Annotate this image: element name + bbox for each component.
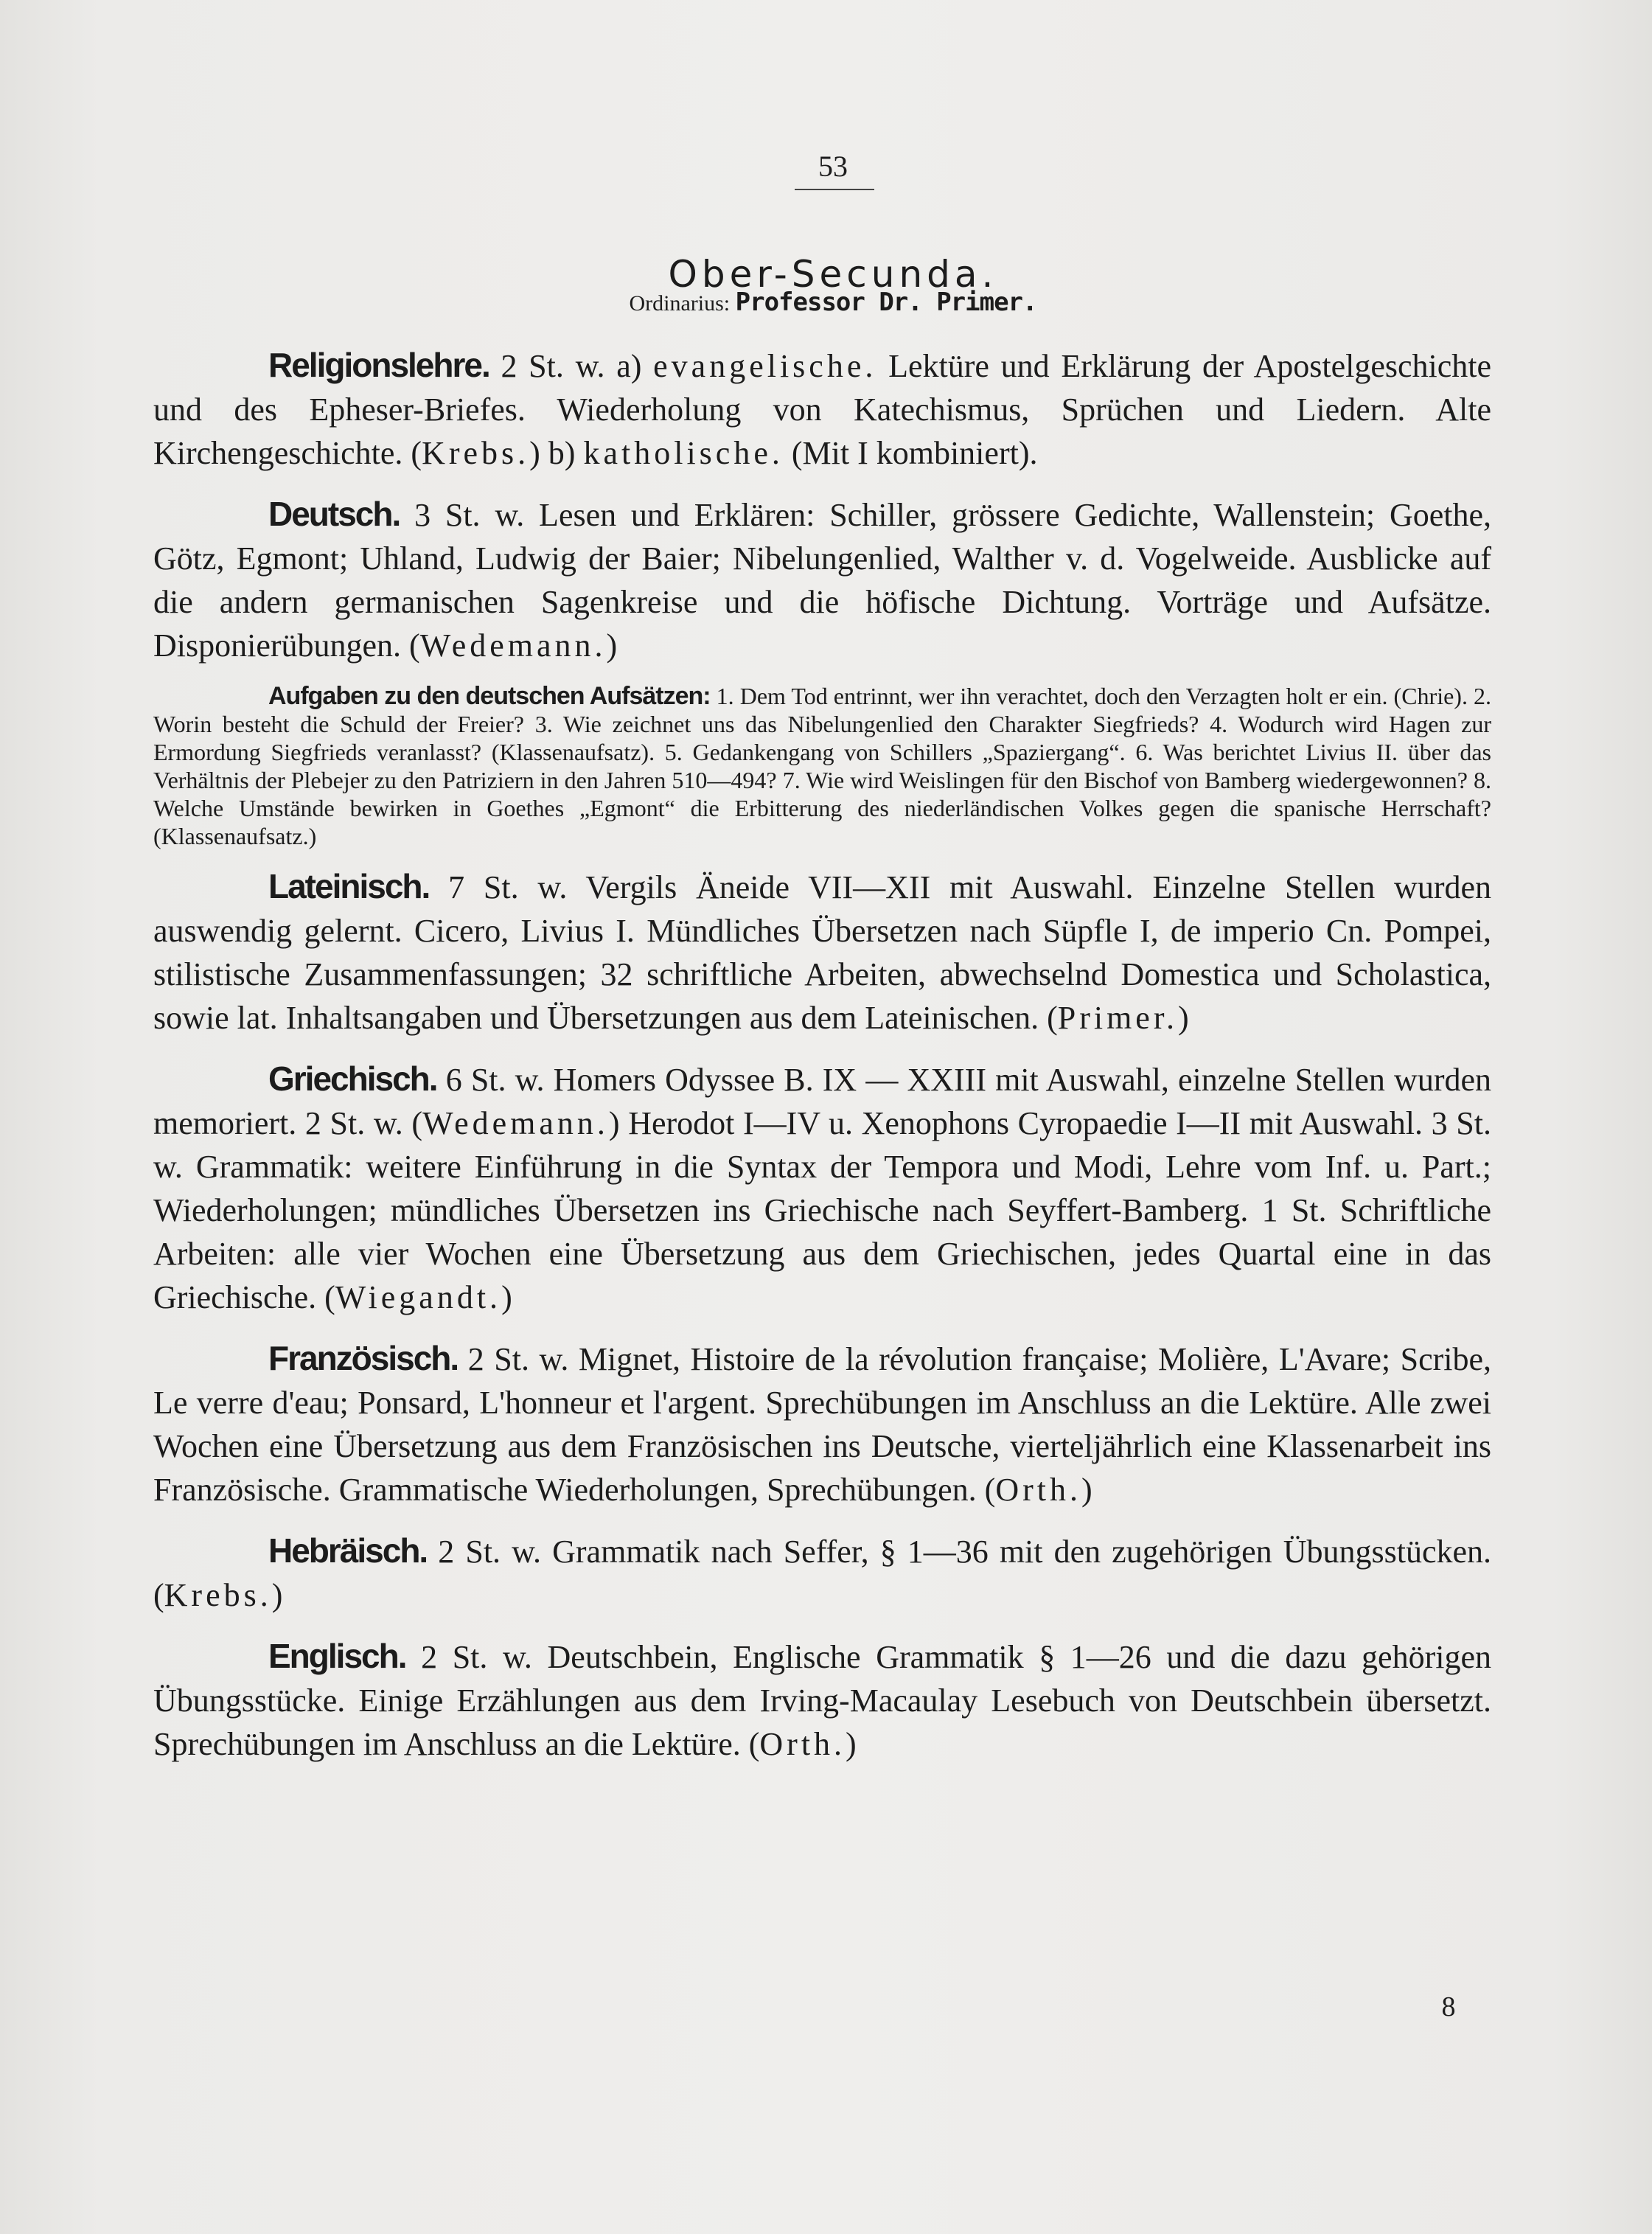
subject-label: Deutsch.	[268, 495, 400, 533]
subject-label: Lateinisch.	[268, 867, 430, 905]
subject-label: Griechisch.	[268, 1059, 437, 1098]
teacher-name: Wedemann.	[419, 627, 607, 664]
subject-text: 2 St. w. a)	[501, 348, 654, 384]
subject-franzoesisch	[153, 1337, 1491, 1511]
ordinarius-line	[516, 286, 1150, 320]
page-number: 53	[818, 150, 848, 183]
subject-label: Religionslehre.	[268, 346, 489, 384]
teacher-name: Orth.	[759, 1726, 846, 1762]
teacher-name: Wedemann.	[422, 1105, 609, 1141]
teacher-name: Primer.	[1057, 1000, 1179, 1036]
subject-text: )	[1081, 1472, 1092, 1508]
subject-deutsch	[153, 493, 1491, 667]
subject-text: 2 St. w. Deutschbein, Englische Grammatik § 1—26 und die dazu gehörigen Übungsstücke. Einige Erzählungen aus dem Irving-Macaulay Lesebuch von Deutschbein übersetzt. Sprechübungen im Anschluss an die Lektüre. (	[153, 1639, 1491, 1762]
subject-text: Lektüre und Erklärung der Apostelgeschichte und des Epheser-Briefes. Wiederholung von Katechismus, Sprüchen und Liedern. Alte Kirchengeschichte. (	[153, 348, 1492, 471]
teacher-name: Wiegandt.	[335, 1279, 502, 1315]
subject-text: )	[846, 1726, 857, 1762]
subject-text: 2 St. w. Grammatik nach Seffer, § 1—36 mit den zugehörigen Übungsstücken. (	[153, 1534, 1492, 1613]
subject-griechisch	[153, 1057, 1491, 1319]
ordinarius-label: Ordinarius:	[629, 291, 731, 316]
subject-label: Englisch.	[268, 1637, 406, 1675]
subject-religionslehre	[153, 344, 1491, 475]
subject-text: 7 St. w. Vergils Äneide VII—XII mit Auswahl. Einzelne Stellen wurden auswendig gelernt. Cicero, Livius I. Mündliches Übersetzen nach Süpfle I, de imperio Cn. Pompei, stilistische Zusammenfassungen; 32 schriftliche Arbeiten, abwechselnd Domestica und Scholastica, sowie lat. Inhaltsangaben und Übersetzungen aus dem Lateinischen. (	[153, 869, 1491, 1036]
subject-label: Hebräisch.	[268, 1531, 428, 1570]
ordinarius-name: Professor Dr. Primer.	[735, 288, 1037, 317]
subject-lateinisch	[153, 865, 1491, 1040]
subject-text: ) b)	[529, 435, 584, 471]
subject-text: )	[501, 1279, 512, 1315]
essay-topics-label: Aufgaben zu den deutschen Aufsätzen:	[268, 682, 711, 710]
subject-text: 3 St. w. Lesen und Erklären: Schiller, grössere Gedichte, Wallenstein; Goethe, Götz, Egmont; Uhland, Ludwig der Baier; Nibelungenlied, Walther v. d. Vogelweide. Ausblicke auf die andern germanischen Sagenkreise und die höfische Dichtung. Vorträge und Aufsätze. Disponierübungen. (	[153, 497, 1491, 664]
subject-text: ) Herodot I—IV u. Xenophons Cyropaedie I—II mit Auswahl. 3 St. w. Grammatik: weitere Einführung in die Syntax der Tempora und Modi, Lehre vom Inf. u. Part.; Wiederholungen; mündliches Übersetzen ins Griechische nach Seyffert-Bamberg. 1 St. Schriftliche Arbeiten: alle vier Wochen eine Übersetzung aus dem Griechischen, jedes Quartal eine in das Griechische. (	[153, 1105, 1492, 1315]
subject-text: )	[271, 1577, 283, 1613]
subject-hebraeisch	[153, 1529, 1491, 1617]
spaced-text: katholische.	[583, 435, 784, 471]
subject-englisch	[153, 1635, 1491, 1766]
subject-text: (Mit I kombiniert).	[783, 435, 1038, 471]
essay-topics	[153, 682, 1491, 850]
spaced-text: evangelische.	[653, 348, 877, 384]
subject-text: )	[606, 627, 618, 664]
curriculum-body	[153, 344, 1491, 1784]
page-number-rule	[795, 189, 874, 190]
teacher-name: Krebs.	[164, 1577, 272, 1613]
sheet-signature-number: 8	[1441, 1991, 1456, 2022]
teacher-name: Orth.	[995, 1472, 1081, 1508]
section-title: Ober-Secunda.	[668, 252, 998, 296]
subject-text: 6 St. w. Homers Odyssee B. IX — XXIII mit Auswahl, einzelne Stellen wurden memoriert. 2 St. w. (	[153, 1062, 1491, 1141]
subject-text: )	[1178, 1000, 1189, 1036]
subject-label: Französisch.	[268, 1339, 459, 1377]
subject-text: 2 St. w. Mignet, Histoire de la révolution française; Molière, L'Avare; Scribe, Le verre d'eau; Ponsard, L'honneur et l'argent. Sprechübungen im Anschluss an die Lektüre. Alle zwei Wochen eine Übersetzung aus dem Französischen ins Deutsche, vierteljährlich eine Klassenarbeit ins Französische. Grammatische Wiederholungen, Sprechübungen. (	[153, 1341, 1492, 1508]
teacher-name: Krebs.	[422, 435, 530, 471]
essay-topics-text: 1. Dem Tod entrinnt, wer ihn verachtet, doch den Verzagten holt er ein. (Chrie). 2. Worin besteht die Schuld der Freier? 3. Wie zeichnet uns das Nibelungenlied den Charakter Siegfrieds? 4. Wodurch wird Hagen zur Ermordung Siegfrieds veranlasst? (Klassenaufsatz). 5. Gedankengang von Schillers „Spaziergang“. 6. Was berichtet Livius II. über das Verhältnis der Plebejer zu den Patriziern in den Jahren 510—494? 7. Wie wird Weislingen für den Bischof von Bamberg wiedergewonnen? 8. Welche Umstände bewirken in Goethes „Egmont“ die Erbitterung des niederländischen Volkes gegen die spanische Herrschaft? (Klassenaufsatz.)	[153, 683, 1492, 849]
